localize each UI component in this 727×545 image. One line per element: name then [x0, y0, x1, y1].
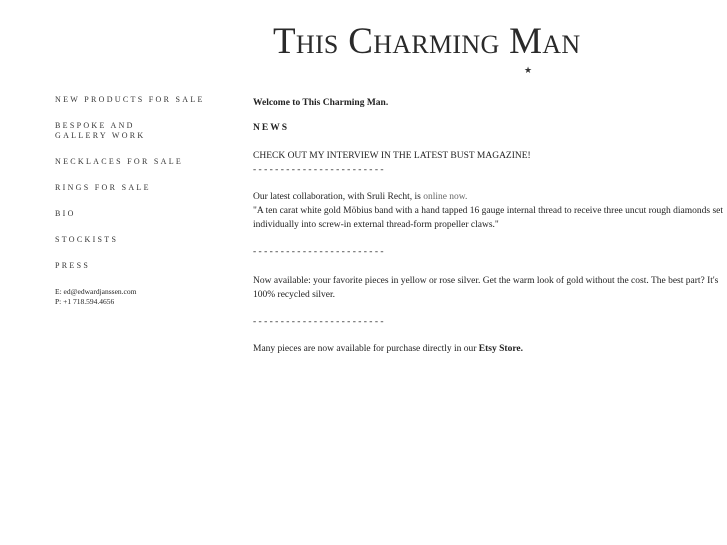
nav-necklaces[interactable]: NECKLACES FOR SALE — [55, 157, 184, 166]
nav-new-products[interactable]: NEW PRODUCTS FOR SALE — [55, 95, 205, 104]
star-icon: ★ — [524, 66, 533, 76]
site-logo[interactable] — [273, 14, 727, 80]
etsy-text — [253, 342, 523, 356]
collab-text — [253, 190, 467, 204]
divider: - - - - - - - - - - - - - - - - - - - - - - - - — [253, 247, 384, 257]
divider: - - - - - - - - - - - - - - - - - - - - - - - - — [253, 317, 384, 327]
nav-press[interactable]: PRESS — [55, 261, 91, 270]
nav-bio[interactable]: BIO — [55, 209, 76, 218]
nav-bespoke-gallery-work[interactable]: BESPOKE AND GALLERY WORK — [55, 121, 146, 140]
divider: - - - - - - - - - - - - - - - - - - - - - - - - — [253, 165, 384, 175]
available-text-1: Now available: your favorite pieces in yellow or rose silver. Get the warm look of gold without the cost. The best part? It's — [253, 276, 719, 286]
collab-online-link[interactable]: online now. — [423, 192, 468, 202]
contact-email[interactable]: E: ed@edwardjanssen.com — [55, 287, 137, 296]
nav-rings[interactable]: RINGS FOR SALE — [55, 183, 151, 192]
etsy-prefix: Many pieces are now available for purchase directly in our — [253, 344, 479, 354]
nav-stockists[interactable]: STOCKISTS — [55, 235, 119, 244]
news-heading: NEWS — [253, 123, 289, 133]
collab-description-2: individually into screw-in external thread-form propeller claws." — [253, 220, 499, 230]
contact-info — [55, 287, 136, 307]
etsy-store-link[interactable]: Etsy Store. — [478, 344, 523, 354]
interview-headline: CHECK OUT MY INTERVIEW IN THE LATEST BUST MAGAZINE! — [253, 151, 531, 161]
available-text-2: 100% recycled silver. — [253, 290, 336, 300]
welcome-text: Welcome to This Charming Man. — [253, 98, 389, 108]
contact-phone: P: +1 718.594.4656 — [55, 297, 115, 306]
collab-prefix: Our latest collaboration, with Sruli Recht, is — [253, 192, 424, 202]
logo-title: This Charming Man — [273, 21, 581, 62]
collab-description-1: "A ten carat white gold Möbius band with a hand tapped 16 gauge internal thread to receive three uncut rough diamonds set — [253, 206, 724, 216]
